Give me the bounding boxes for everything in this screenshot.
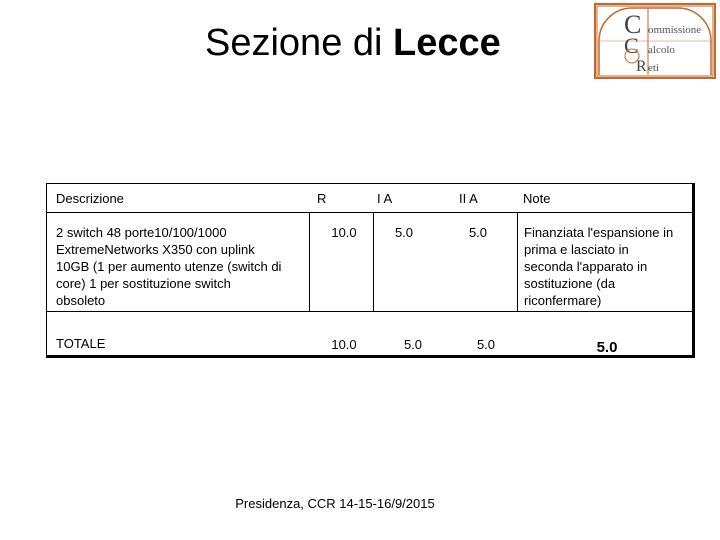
ccr-logo-graphic <box>596 5 714 77</box>
logo-initial-3: R <box>636 58 647 75</box>
header-descrizione: Descrizione <box>56 191 124 206</box>
col-divider-r <box>373 212 374 312</box>
title-prefix: Sezione di <box>205 22 383 64</box>
row-note-line: sostituzione (da <box>524 276 616 291</box>
col-divider-iia <box>517 212 518 312</box>
row-note-line: Finanziata l'espansione in <box>524 225 674 240</box>
row-r-value: 10.0 <box>331 225 357 240</box>
row-iia-value: 5.0 <box>468 225 488 240</box>
logo-line-3: eti <box>648 62 659 74</box>
totale-iia-value: 5.0 <box>476 337 496 352</box>
row-note-line: seconda l'apparato in <box>524 259 648 274</box>
total-divider <box>47 311 692 312</box>
totale-r-value: 10.0 <box>331 337 357 352</box>
row-note-line: riconfermare) <box>524 293 602 308</box>
header-ia: I A <box>377 191 393 206</box>
slide-title <box>205 20 501 66</box>
logo-line-1: ommissione <box>648 24 702 36</box>
logo-initial-2: C <box>624 33 639 58</box>
footer-text: Presidenza, CCR 14-15-16/9/2015 <box>235 496 435 511</box>
logo-line-2: alcolo <box>648 44 675 56</box>
totale-note-value: 5.0 <box>596 339 618 356</box>
logo-initial-1: C <box>624 10 642 39</box>
header-note: Note <box>523 191 551 206</box>
row-descrizione-line: 2 switch 48 porte10/100/1000 <box>56 225 227 240</box>
row-descrizione-line: 10GB (1 per aumento utenze (switch di <box>56 259 282 274</box>
title-bold: Lecce <box>393 22 501 64</box>
header-r: R <box>317 191 327 206</box>
row-descrizione-line: obsoleto <box>56 293 106 308</box>
row-ia-value: 5.0 <box>394 225 414 240</box>
row-descrizione-line: ExtremeNetworks X350 con uplink <box>56 242 255 257</box>
budget-table <box>46 183 695 358</box>
header-iia: II A <box>459 191 478 206</box>
ccr-logo <box>594 3 716 79</box>
header-divider <box>47 212 692 213</box>
row-descrizione-line: core) 1 per sostituzione switch <box>56 276 231 291</box>
totale-label: TOTALE <box>56 336 106 351</box>
row-note-line: prima e lasciato in <box>524 242 629 257</box>
totale-ia-value: 5.0 <box>403 337 423 352</box>
col-divider-descrizione <box>309 212 310 312</box>
